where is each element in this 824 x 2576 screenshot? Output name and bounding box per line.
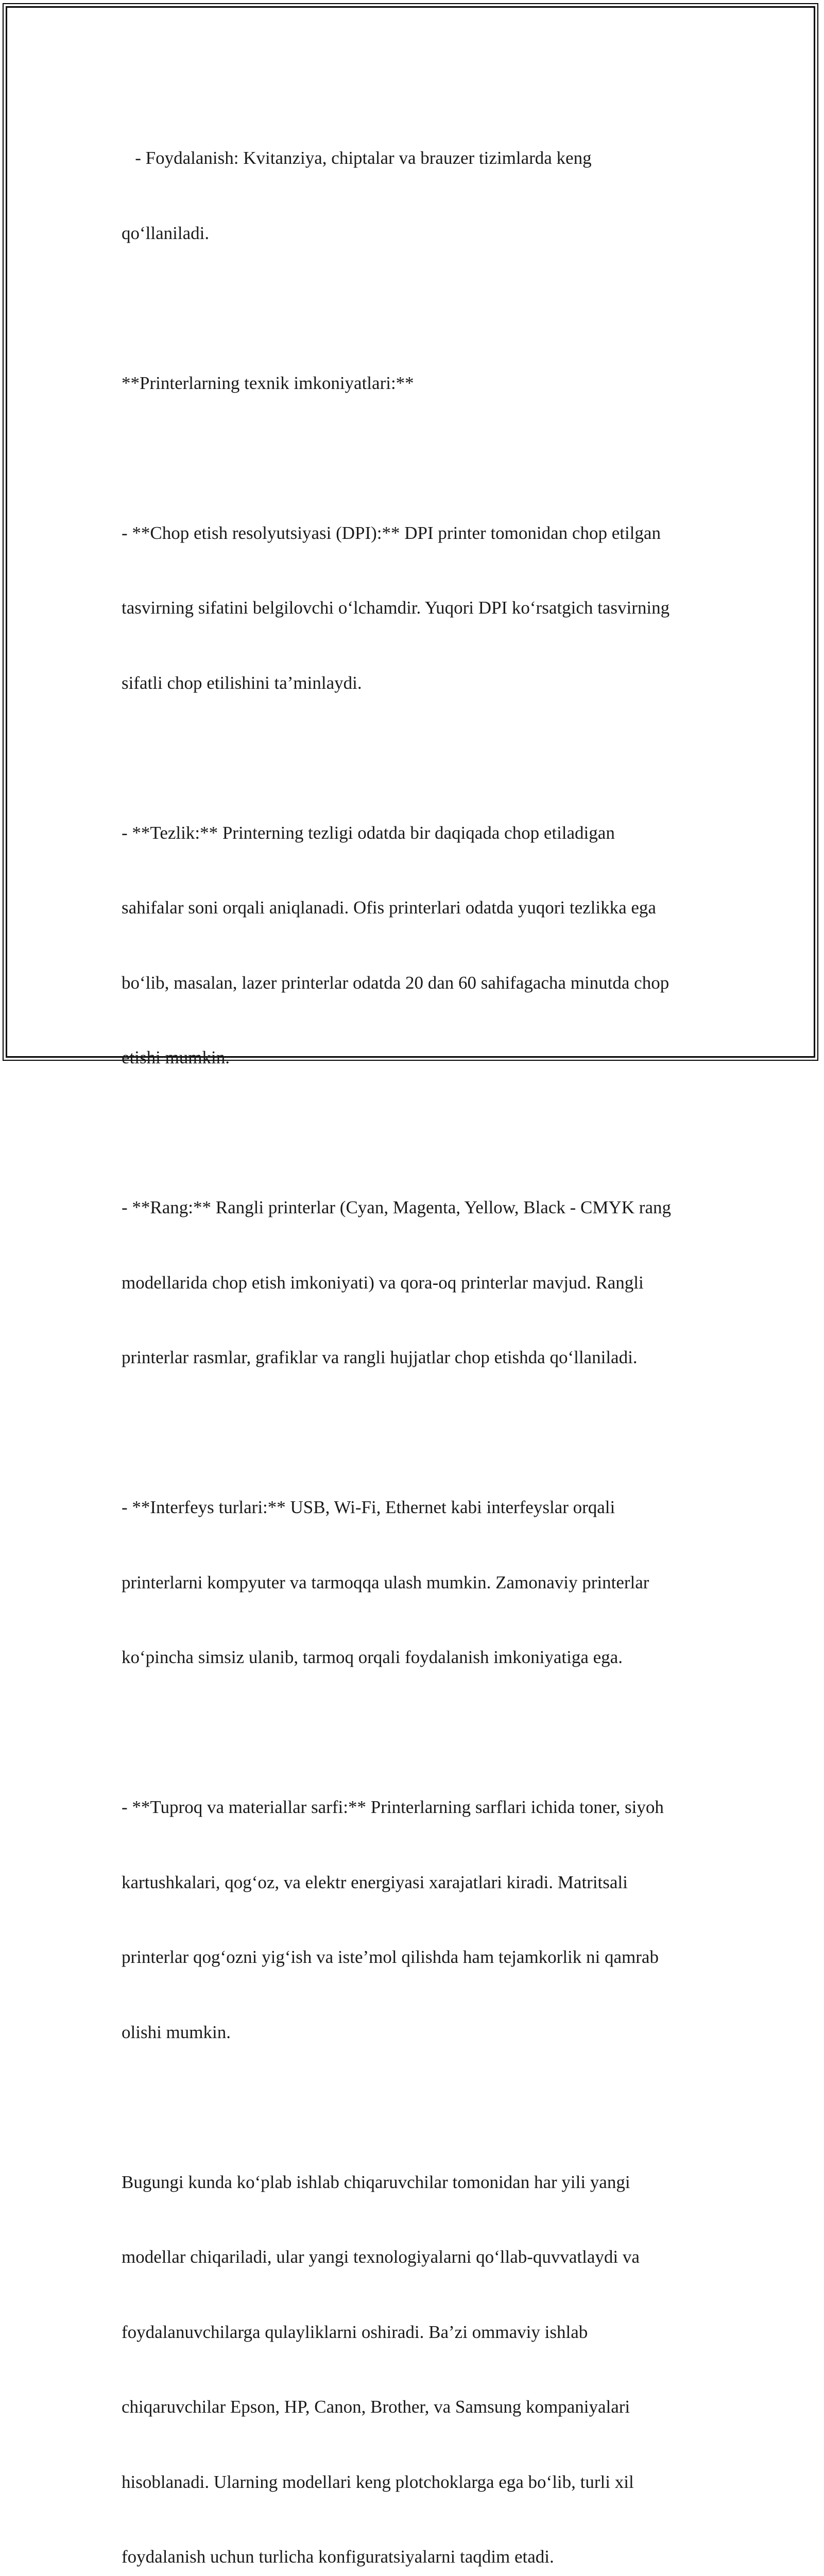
text-line: **Printerlarning texnik imkoniyatlari:** xyxy=(122,371,714,396)
paragraph-manufacturers xyxy=(122,2120,714,2576)
text-line: bo‘lib, masalan, lazer printerlar odatda 20 dan 60 sahifagacha minutda chop xyxy=(122,971,714,996)
text-line: etishi mumkin. xyxy=(122,1045,714,1071)
section-heading xyxy=(122,321,714,446)
text-line: olishi mumkin. xyxy=(122,2020,714,2045)
text-line: - **Tuproq va materiallar sarfi:** Printerlarning sarflari ichida toner, siyoh xyxy=(122,1795,714,1820)
paragraph-usage xyxy=(122,96,714,296)
text-line: kartushkalari, qog‘oz, va elektr energiyasi xarajatlari kiradi. Matritsali xyxy=(122,1870,714,1895)
text-line: printerlar qog‘ozni yig‘ish va iste’mol qilishda ham tejamkorlik ni qamrab xyxy=(122,1945,714,1970)
paragraph-interfaces xyxy=(122,1445,714,1720)
text-line: Bugungi kunda ko‘plab ishlab chiqaruvchilar tomonidan har yili yangi xyxy=(122,2170,714,2195)
text-line: ko‘pincha simsiz ulanib, tarmoq orqali foydalanish imkoniyatiga ega. xyxy=(122,1645,714,1670)
text-line: - **Tezlik:** Printerning tezligi odatda bir daqiqada chop etiladigan xyxy=(122,821,714,846)
text-line: - **Interfeys turlari:** USB, Wi-Fi, Ethernet kabi interfeyslar orqali xyxy=(122,1495,714,1520)
text-line: modellarida chop etish imkoniyati) va qora-oq printerlar mavjud. Rangli xyxy=(122,1270,714,1296)
text-line: qo‘llaniladi. xyxy=(122,221,714,246)
text-line: - **Rang:** Rangli printerlar (Cyan, Magenta, Yellow, Black - CMYK rang xyxy=(122,1195,714,1221)
paragraph-color xyxy=(122,1145,714,1420)
text-line: foydalanish uchun turlicha konfiguratsiyalarni taqdim etadi. xyxy=(122,2545,714,2570)
text-line: sahifalar soni orqali aniqlanadi. Ofis printerlari odatda yuqori tezlikka ega xyxy=(122,895,714,921)
text-line: chiqaruvchilar Epson, HP, Canon, Brother, va Samsung kompaniyalari xyxy=(122,2395,714,2420)
text-line: tasvirning sifatini belgilovchi o‘lchamdir. Yuqori DPI ko‘rsatgich tasvirning xyxy=(122,596,714,621)
text-line: - Foydalanish: Kvitanziya, chiptalar va brauzer tizimlarda keng xyxy=(122,146,714,171)
text-line: printerlar rasmlar, grafiklar va rangli hujjatlar chop etishda qo‘llaniladi. xyxy=(122,1345,714,1370)
text-line: - **Chop etish resolyutsiyasi (DPI):** DPI printer tomonidan chop etilgan xyxy=(122,521,714,546)
text-line: hisoblanadi. Ularning modellari keng plotchoklarga ega bo‘lib, turli xil xyxy=(122,2470,714,2495)
paragraph-dpi xyxy=(122,471,714,746)
text-line: printerlarni kompyuter va tarmoqqa ulash mumkin. Zamonaviy printerlar xyxy=(122,1570,714,1596)
text-line: foydalanuvchilarga qulayliklarni oshiradi. Ba’zi ommaviy ishlab xyxy=(122,2320,714,2345)
text-line: modellar chiqariladi, ular yangi texnologiyalarni qo‘llab-quvvatlaydi va xyxy=(122,2245,714,2270)
paragraph-speed xyxy=(122,771,714,1121)
text-line: sifatli chop etilishini ta’minlaydi. xyxy=(122,671,714,696)
document-body xyxy=(122,96,714,2576)
paragraph-consumables xyxy=(122,1745,714,2095)
